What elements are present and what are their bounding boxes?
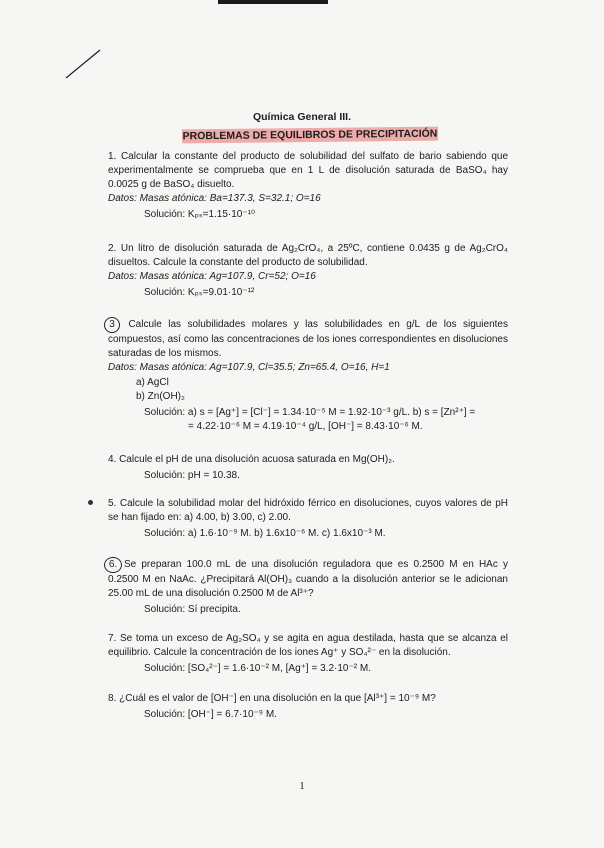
top-edge-mark bbox=[218, 0, 328, 4]
problem-solution: Solución: [SO₄²⁻] = 1.6·10⁻² M, [Ag⁺] = 3.2·10⁻² M. bbox=[144, 663, 371, 674]
problem-solution: Solución: Kₚₛ=1.15·10⁻¹⁰ bbox=[144, 209, 255, 220]
problem-text: Se preparan 100.0 mL de una disolución reguladora que es 0.2500 M en HAc y 0.2500 M en NaAc. ¿Precipitará Al(OH)₃ cuando a la disolución anterior se le adicionan 25.00 mL de una disolución 0.2500 M de Al³⁺? bbox=[108, 559, 508, 599]
problem-4 bbox=[108, 453, 508, 483]
problem-2 bbox=[108, 242, 508, 300]
problem-number: 7. bbox=[108, 633, 117, 644]
compound-list bbox=[136, 376, 508, 404]
problem-number: 8. bbox=[108, 693, 117, 704]
problem-text: Calcule las solubilidades molares y las solubilidades en g/L de los siguientes compuestos, así como las concentraciones de los iones correspondientes en disoluciones saturadas de los mismos. bbox=[108, 319, 508, 359]
problem-8 bbox=[108, 692, 508, 722]
problem-solution: Solución: [OH⁻] = 6.7·10⁻⁹ M. bbox=[144, 709, 277, 720]
problem-text: ¿Cuál es el valor de [OH⁻] en una disolución en la que [Al³⁺] = 10⁻⁹ M? bbox=[119, 693, 436, 704]
problem-number: 1. bbox=[108, 151, 117, 162]
list-item: b) Zn(OH)₂ bbox=[136, 391, 185, 402]
problem-text: Calcule el pH de una disolución acuosa saturada en Mg(OH)₂. bbox=[119, 454, 395, 465]
problem-text: Calcule la solubilidad molar del hidróxido férrico en disoluciones, cuyos valores de pH se han fijado en: a) 4.00, b) 3.00, c) 2.00. bbox=[108, 498, 508, 523]
circled-problem-number: 3 bbox=[104, 317, 120, 333]
circled-problem-number: 6. bbox=[104, 557, 122, 573]
problem-1 bbox=[108, 150, 508, 222]
page-number: 1 bbox=[299, 780, 305, 792]
problem-solution-cont: = 4.22·10⁻⁶ M = 4.19·10⁻⁴ g/L, [OH⁻] = 8.43·10⁻⁶ M. bbox=[188, 421, 423, 432]
problem-number: 2. bbox=[108, 243, 117, 254]
pen-stroke-mark bbox=[64, 48, 104, 80]
problem-3 bbox=[108, 317, 508, 434]
problem-solution: Solución: Sí precipita. bbox=[144, 604, 241, 615]
problem-solution: Solución: pH = 10.38. bbox=[144, 470, 240, 481]
problem-datos: Datos: Masas atónica: Ag=107.9, Cr=52; O=16 bbox=[108, 271, 316, 282]
problem-7 bbox=[108, 632, 508, 676]
problem-number: 5. bbox=[108, 498, 117, 509]
problem-datos: Datos: Masas atónica: Ba=137.3, S=32.1; O=16 bbox=[108, 193, 321, 204]
list-item: a) AgCl bbox=[136, 377, 169, 388]
problem-5 bbox=[108, 497, 508, 541]
problem-solution: Solución: Kₚₛ=9.01·10⁻¹² bbox=[144, 287, 255, 298]
problem-number: 4. bbox=[108, 454, 117, 465]
problem-datos: Datos: Masas atónica: Ag=107.9, Cl=35.5; Zn=65.4, O=16, H=1 bbox=[108, 362, 390, 373]
bullet-mark bbox=[88, 500, 93, 505]
problem-solution: Solución: a) 1.6·10⁻⁹ M. b) 1.6x10⁻⁶ M. c) 1.6x10⁻³ M. bbox=[144, 528, 386, 539]
problem-solution: Solución: a) s = [Ag⁺] = [Cl⁻] = 1.34·10⁻⁵ M = 1.92·10⁻³ g/L. b) s = [Zn²⁺] = bbox=[144, 407, 476, 418]
problem-text: Calcular la constante del producto de solubilidad del sulfato de bario sabiendo que experimentalmente se comprueba que en 1 L de disolución saturada de BaSO₄ hay 0.0025 g de BaSO₄ disuelto. bbox=[108, 151, 509, 190]
problem-text: Se toma un exceso de Ag₂SO₄ y se agita en agua destilada, hasta que se alcanza el equilibrio. Calcule la concentración de los iones Ag⁺ y SO₄²⁻ en la disolución. bbox=[108, 633, 508, 658]
problem-text: Un litro de disolución saturada de Ag₂CrO₄, a 25ºC, contiene 0.0435 g de Ag₂CrO₄ disueltos. Calcule la constante del producto de solubilidad. bbox=[108, 243, 508, 268]
page-subtitle-highlighted: PROBLEMAS DE EQUILIBROS DE PRECIPITACIÓN bbox=[182, 127, 438, 143]
page-title: Química General III. bbox=[252, 111, 352, 123]
problem-6 bbox=[108, 557, 508, 617]
